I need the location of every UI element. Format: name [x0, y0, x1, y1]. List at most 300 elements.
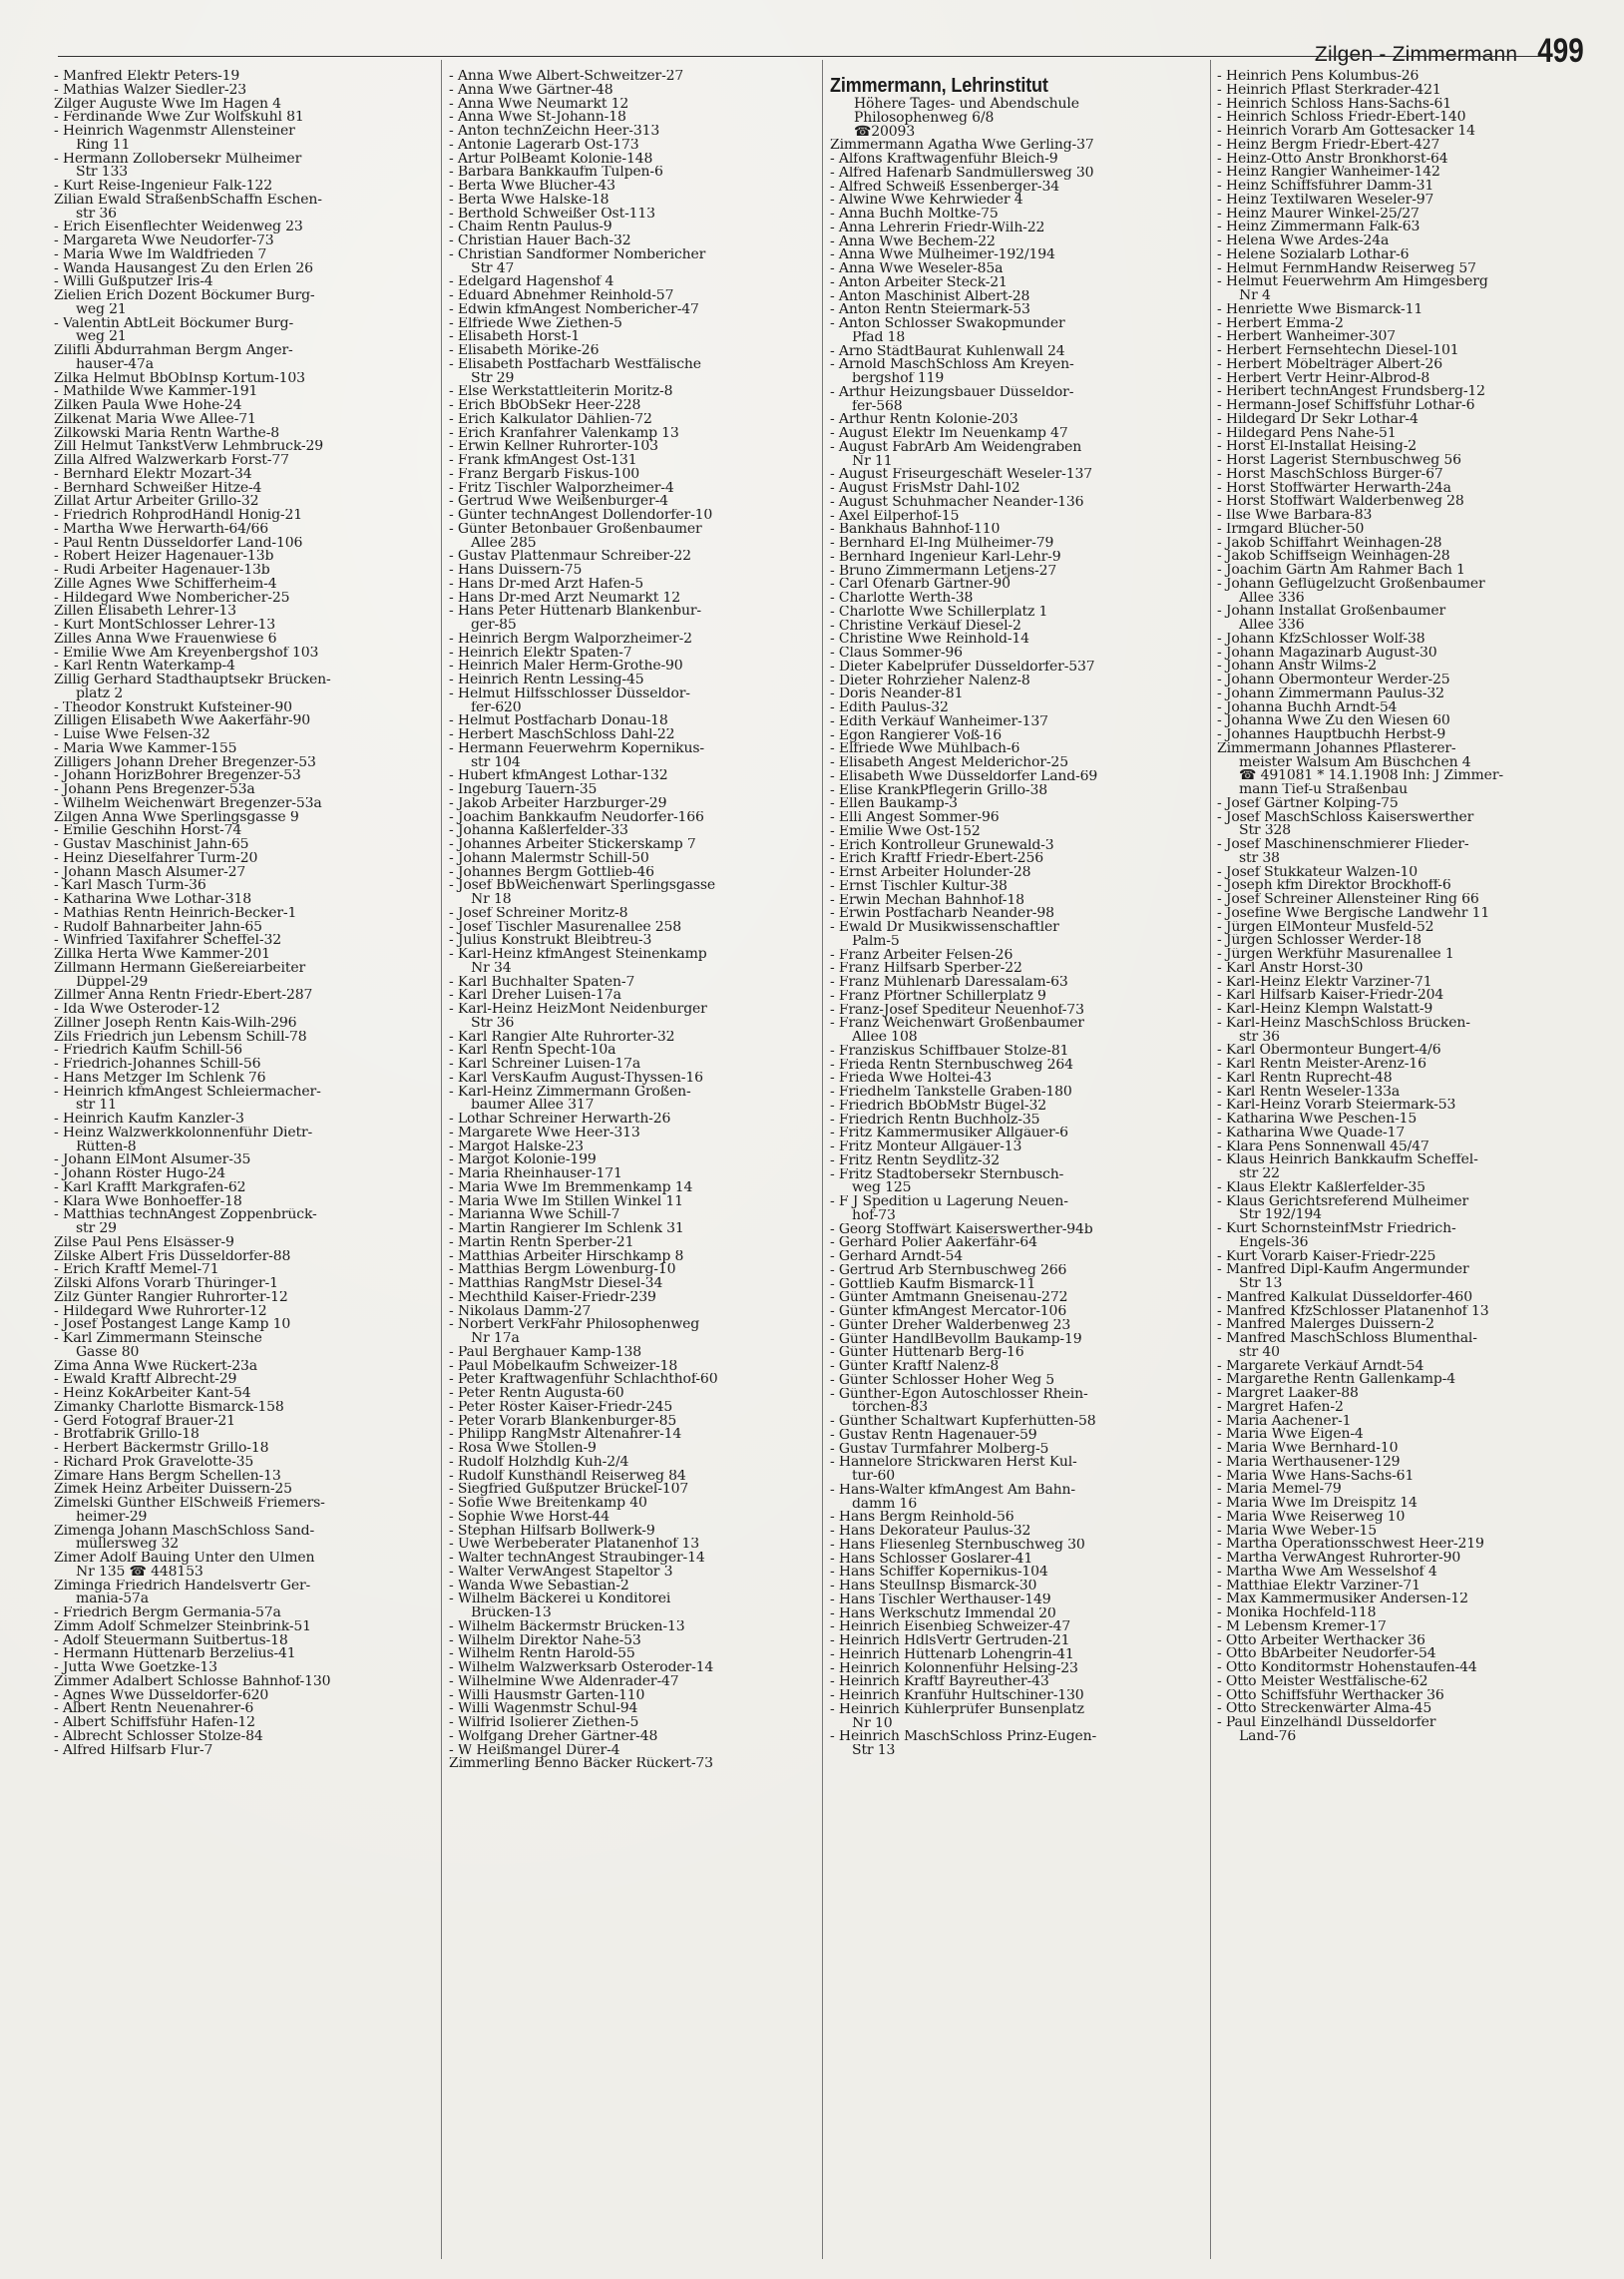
directory-entry: - Rosa Wwe Stollen-9	[449, 1442, 597, 1456]
directory-entry: - Johann HorizBohrer Bregenzer-53	[54, 769, 301, 783]
directory-entry: - Hans SteulInsp Bismarck-30	[830, 1580, 1037, 1594]
directory-entry: - Winfried Taxifahrer Scheffel-32	[54, 934, 281, 948]
directory-entry: - Johann Malermstr Schill-50	[449, 851, 649, 866]
directory-entry: - Johann Pens Bregenzer-53a	[54, 783, 255, 797]
directory-entry: - Friedrich Rentn Buchholz-35	[830, 1113, 1040, 1128]
directory-entry: - Alfons Kraftwagenführ Bleich-9	[830, 153, 1058, 167]
directory-entry: - Horst El-Installat Heising-2	[1217, 440, 1418, 454]
directory-entry: - Heinz Dieselfahrer Turm-20	[54, 851, 258, 866]
directory-entry: - Arthur Heizungsbauer Düsseldor-	[830, 385, 1074, 400]
directory-entry: Zilligers Johann Dreher Bregenzer-53	[54, 755, 316, 770]
directory-entry: - Friedhelm Tankstelle Graben-180	[830, 1086, 1072, 1100]
directory-entry-continuation: str 22	[1239, 1167, 1280, 1181]
directory-entry: - Else Werkstattleiterin Moritz-8	[449, 385, 673, 399]
directory-entry: Zilla Alfred Walzwerkarb Forst-77	[54, 454, 289, 468]
directory-entry: - August Elektr Im Neuenkamp 47	[830, 427, 1068, 441]
directory-entry: - Horst Lagerist Sternbuschweg 56	[1217, 454, 1461, 468]
directory-entry: - Frieda Rentn Sternbuschweg 264	[830, 1058, 1073, 1073]
directory-entry: - Matthias Bergm Löwenburg-10	[449, 1263, 676, 1277]
directory-entry: - Arno StädtBaurat Kuhlenwall 24	[830, 344, 1065, 359]
directory-entry: - Maria Memel-79	[1217, 1483, 1342, 1497]
directory-entry: - Manfred Kalkulat Düsseldorfer-460	[1217, 1290, 1472, 1305]
directory-entry: - Martin Rentn Sperber-21	[449, 1235, 634, 1250]
directory-entry: - Josef Stukkateur Walzen-10	[1217, 865, 1418, 880]
directory-entry: - Friedrich RohprodHändl Honig-21	[54, 509, 302, 523]
directory-entry: - Johann Röster Hugo-24	[54, 1167, 225, 1181]
directory-entry: - Philipp RangMstr Altenahrer-14	[449, 1428, 682, 1442]
directory-entry: - Josef Tischler Masurenallee 258	[449, 920, 682, 935]
directory-entry: - Hans Schiffer Kopernikus-104	[830, 1566, 1048, 1580]
directory-entry: Zillat Artur Arbeiter Grillo-32	[54, 495, 259, 509]
directory-entry: - Hans Dr-med Arzt Neumarkt 12	[449, 591, 681, 606]
directory-entry: - Kurt Vorarb Kaiser-Friedr-225	[1217, 1249, 1436, 1264]
directory-entry: Zilger Auguste Wwe Im Hagen 4	[54, 97, 281, 112]
directory-entry: - Heinrich Vorarb Am Gottesacker 14	[1217, 125, 1475, 139]
directory-entry: - Brotfabrik Grillo-18	[54, 1428, 200, 1442]
directory-entry-continuation: str 36	[1239, 1030, 1280, 1045]
directory-entry-continuation: Allee 336	[1239, 591, 1305, 606]
directory-entry: - Franziskus Schiffbauer Stolze-81	[830, 1044, 1069, 1059]
directory-entry: - Willi Wagenmstr Schul-94	[449, 1702, 638, 1716]
directory-entry: - Peter Vorarb Blankenburger-85	[449, 1414, 677, 1429]
directory-entry: - Bruno Zimmermann Letjens-27	[830, 564, 1057, 579]
directory-entry: - Bernhard Schweißer Hitze-4	[54, 481, 262, 496]
directory-entry: - Friedrich Kaufm Schill-56	[54, 1044, 242, 1058]
directory-entry-continuation: bergshof 119	[852, 372, 945, 386]
directory-entry: - Ingeburg Tauern-35	[449, 783, 598, 797]
directory-entry-continuation: Gasse 80	[76, 1345, 140, 1360]
directory-entry: - Elisabeth Postfacharb Westfälische	[449, 357, 701, 372]
directory-entry: - Heinz Walzwerkkolonnenführ Dietr-	[54, 1126, 313, 1140]
directory-entry-continuation: tur-60	[852, 1470, 895, 1484]
directory-entry: - Heinrich kfmAngest Schleiermacher-	[54, 1085, 321, 1100]
directory-entry: - Hans Duissern-75	[449, 564, 583, 578]
directory-entry: - Anna Buchh Moltke-75	[830, 208, 999, 222]
directory-entry: - Johann Obermonteur Werder-25	[1217, 674, 1450, 687]
directory-entry: - Karl Masch Turm-36	[54, 879, 206, 893]
directory-entry: - Uwe Werbeberater Platanenhof 13	[449, 1538, 699, 1552]
directory-entry: - Katharina Wwe Lothar-318	[54, 893, 252, 907]
directory-entry: - Joachim Gärtn Am Rahmer Bach 1	[1217, 564, 1465, 578]
directory-entry: - Hans Werkschutz Immendal 20	[830, 1606, 1056, 1621]
directory-entry: - Matthiae Elektr Varziner-71	[1217, 1579, 1421, 1594]
directory-entry: - Günter Dreher Walderbenweg 23	[830, 1318, 1071, 1333]
directory-entry: - Katharina Wwe Quade-17	[1217, 1126, 1406, 1140]
directory-entry-continuation: müllersweg 32	[76, 1538, 179, 1552]
directory-entry: - Karl-Heinz kfmAngest Steinenkamp	[449, 948, 707, 962]
directory-entry: - Charlotte Wwe Schillerplatz 1	[830, 605, 1048, 620]
directory-entry: - Klara Pens Sonnenwall 45/47	[1217, 1140, 1429, 1154]
directory-entry: - Peter Rentn Augusta-60	[449, 1387, 624, 1401]
directory-entry: - Manfred KfzSchlosser Platanenhof 13	[1217, 1304, 1489, 1319]
directory-entry-continuation: Str 13	[1239, 1277, 1283, 1291]
directory-entry-continuation: str 38	[1239, 851, 1280, 866]
directory-entry: - Henriette Wwe Bismarck-11	[1217, 302, 1423, 317]
directory-entry: - Heinrich Schloss Friedr-Ebert-140	[1217, 111, 1466, 125]
directory-entry-continuation: Nr 18	[471, 893, 512, 907]
directory-entry: Zillig Gerhard Stadthauptsekr Brücken-	[54, 674, 331, 687]
directory-entry: - Rudi Arbeiter Hagenauer-13b	[54, 564, 270, 578]
directory-entry: - Anna Wwe St-Johann-18	[449, 111, 626, 125]
directory-entry: - Gustav Plattenmaur Schreiber-22	[449, 550, 691, 564]
directory-entry: - Theodor Konstrukt Kufsteiner-90	[54, 700, 292, 715]
directory-entry: - Karl-Heinz MaschSchloss Brücken-	[1217, 1016, 1470, 1031]
directory-entry: - Karl Rangier Alte Ruhrorter-32	[449, 1030, 675, 1045]
directory-entry: - Christian Sandformer Nombericher	[449, 247, 706, 262]
directory-entry: - Lothar Schreiner Herwarth-26	[449, 1113, 671, 1127]
directory-entry: - Manfred Malerges Duissern-2	[1217, 1318, 1434, 1332]
directory-entry: - Johann KfzSchlosser Wolf-38	[1217, 632, 1425, 647]
directory-entry-continuation: Nr 135 ☎ 448153	[76, 1565, 203, 1580]
directory-entry: - M Lebensm Kremer-17	[1217, 1619, 1387, 1634]
directory-entry: - Anton Rentn Steiermark-53	[830, 303, 1030, 317]
directory-entry: - Franz Mühlenarb Daressalam-63	[830, 976, 1068, 990]
directory-entry: - Heinrich Kaufm Kanzler-3	[54, 1113, 244, 1127]
directory-entry: Ziminga Friedrich Handelsvertr Ger-	[54, 1579, 311, 1594]
directory-entry: - Heinz KokArbeiter Kant-54	[54, 1387, 251, 1401]
directory-entry: - Gerhard Polier Aakerfähr-64	[830, 1236, 1037, 1250]
directory-entry: - Maria Wwe Hans-Sachs-61	[1217, 1469, 1415, 1484]
directory-entry: - Bernhard Ingenieur Karl-Lehr-9	[830, 550, 1061, 565]
directory-entry: - Hans Schlosser Goslarer-41	[830, 1552, 1033, 1567]
directory-entry: - Helmut FernmHandw Reiserweg 57	[1217, 261, 1476, 276]
directory-entry: - Günther-Egon Autoschlosser Rhein-	[830, 1387, 1088, 1402]
directory-entry: - Helena Wwe Ardes-24a	[1217, 234, 1390, 248]
directory-entry: - Erich Kontrolleur Grunewald-3	[830, 838, 1054, 853]
directory-entry: - Albrecht Schlosser Stolze-84	[54, 1729, 263, 1744]
directory-entry: Zimelski Günther ElSchweiß Friemers-	[54, 1497, 325, 1511]
directory-entry: - Gustav Maschinist Jahn-65	[54, 838, 249, 852]
directory-entry: - Mathilde Wwe Kammer-191	[54, 385, 258, 399]
directory-entry: - Maria Wwe Reiserweg 10	[1217, 1510, 1406, 1525]
running-header-title: Zilgen - Zimmermann	[1314, 43, 1518, 66]
directory-entry: - Alfred Hilfsarb Flur-7	[54, 1743, 213, 1758]
directory-entry: Zimare Hans Bergm Schellen-13	[54, 1469, 281, 1484]
directory-entry-continuation: törchen-83	[852, 1401, 928, 1415]
directory-entry: - Heinrich Hüttenarb Lohengrin-41	[830, 1647, 1074, 1662]
directory-entry: - Wilhelm Bäckerei u Konditorei	[449, 1593, 671, 1606]
directory-entry: - Heinz Bergm Friedr-Ebert-427	[1217, 138, 1440, 153]
directory-entry: - Wolfgang Dreher Gärtner-48	[449, 1729, 658, 1744]
directory-entry: - Anton Arbeiter Steck-21	[830, 275, 1008, 290]
directory-entry: - Wilhelm Rentn Harold-55	[449, 1647, 635, 1661]
directory-entry: Zille Agnes Wwe Schifferheim-4	[54, 577, 277, 592]
directory-entry: - Edith Verkäuf Wanheimer-137	[830, 714, 1048, 729]
directory-entry: - Willi Gußputzer Iris-4	[54, 275, 213, 289]
directory-entry: Zill Helmut TankstVerw Lehmbruck-29	[54, 440, 324, 454]
directory-entry: - Maria Wwe Im Dreispitz 14	[1217, 1497, 1418, 1511]
directory-entry-continuation: Land-76	[1239, 1729, 1297, 1744]
directory-entry: - Mechthild Kaiser-Friedr-239	[449, 1290, 656, 1305]
directory-entry: Zilles Anna Wwe Frauenwiese 6	[54, 632, 277, 647]
directory-entry: Zimanky Charlotte Bismarck-158	[54, 1400, 284, 1415]
directory-entry: - Doris Neander-81	[830, 687, 964, 701]
directory-entry-continuation: Str 47	[471, 261, 515, 276]
directory-entry: - Christine Verkäuf Diesel-2	[830, 619, 1021, 634]
directory-entry: - Karl-Heinz Klempn Walstatt-9	[1217, 1003, 1433, 1017]
directory-entry-continuation: fer-568	[852, 399, 903, 414]
directory-entry: - Chaim Rentn Paulus-9	[449, 221, 612, 234]
directory-entry-continuation: weg 21	[76, 302, 127, 317]
directory-entry: - Johann Magazinarb August-30	[1217, 646, 1437, 661]
directory-entry: Zimek Heinz Arbeiter Duissern-25	[54, 1483, 292, 1497]
directory-entry: - Karl Zimmermann Steinsche	[54, 1332, 262, 1346]
directory-entry: - Otto Konditormstr Hohenstaufen-44	[1217, 1661, 1477, 1675]
directory-entry: - Peter Kraftwagenführ Schlachthof-60	[449, 1373, 718, 1387]
directory-entry: - Maria Wwe Eigen-4	[1217, 1428, 1364, 1442]
column-divider	[822, 60, 823, 2259]
directory-entry: - Albert Schiffsführ Hafen-12	[54, 1716, 255, 1730]
directory-entry: - Elfriede Wwe Mühlbach-6	[830, 742, 1020, 756]
directory-entry-continuation: Nr 11	[852, 454, 893, 469]
directory-entry: - Friedrich Bergm Germania-57a	[54, 1606, 281, 1620]
directory-entry: - Gerhard Arndt-54	[830, 1250, 964, 1264]
directory-entry: - Heinrich Schloss Hans-Sachs-61	[1217, 97, 1452, 112]
directory-entry: - Josef Schreiner Allensteiner Ring 66	[1217, 893, 1479, 907]
directory-entry: - Wilhelmine Wwe Aldenrader-47	[449, 1674, 679, 1689]
directory-entry: - Horst Stoffwärt Walderbenweg 28	[1217, 495, 1464, 509]
directory-entry: - Egon Rangierer Voß-16	[830, 728, 1003, 743]
directory-entry: - Heinrich Kühlerprüfer Bunsenplatz	[830, 1702, 1084, 1717]
directory-entry: - Karl Buchhalter Spaten-7	[449, 975, 635, 990]
directory-entry: - Erich Kranfahrer Valenkamp 13	[449, 426, 679, 441]
directory-entry: - Karl Schreiner Luisen-17a	[449, 1058, 641, 1072]
directory-entry: Zilifli Abdurrahman Bergm Anger-	[54, 344, 293, 358]
directory-entry: - Antonie Lagerarb Ost-173	[449, 138, 639, 153]
directory-entry: - Margret Hafen-2	[1217, 1400, 1344, 1415]
directory-entry: - Bernhard Elektr Mozart-34	[54, 467, 252, 482]
directory-entry: - Josef Schreiner Moritz-8	[449, 906, 628, 921]
directory-entry: - Friedrich-Johannes Schill-56	[54, 1058, 261, 1072]
directory-entry: - Johannes Hauptbuchh Herbst-9	[1217, 728, 1446, 742]
directory-entry: - Claus Sommer-96	[830, 647, 963, 661]
column-divider	[1210, 60, 1211, 2259]
directory-entry: - Erwin Kellner Ruhrorter-103	[449, 440, 658, 454]
directory-entry: - Adolf Steuermann Suitbertus-18	[54, 1633, 288, 1648]
directory-entry-continuation: mann Tief-u Straßenbau	[1239, 783, 1409, 797]
directory-entry: Zils Friedrich jun Lebensm Schill-78	[54, 1030, 307, 1045]
directory-entry-continuation: baumer Allee 317	[471, 1099, 595, 1113]
directory-entry: - Elli Angest Sommer-96	[830, 811, 1000, 825]
directory-entry: - Christian Hauer Bach-32	[449, 234, 631, 248]
directory-entry: - Wilhelm Walzwerksarb Osteroder-14	[449, 1661, 714, 1675]
directory-entry: - Richard Prok Gravelotte-35	[54, 1455, 254, 1470]
directory-entry: - Johann Installat Großenbaumer	[1217, 605, 1446, 619]
directory-entry: - Günter Amtmann Gneisenau-272	[830, 1291, 1068, 1305]
directory-entry: - Edelgard Hagenshof 4	[449, 275, 614, 289]
directory-entry: Zilken Paula Wwe Hohe-24	[54, 399, 242, 413]
directory-entry-continuation: Engels-36	[1239, 1235, 1309, 1250]
directory-entry: - Alfred Hafenarb Sandmüllersweg 30	[830, 166, 1094, 181]
directory-entry: Zimmer Adalbert Schlosse Bahnhof-130	[54, 1674, 331, 1689]
directory-entry: - Paul Rentn Düsseldorfer Land-106	[54, 536, 303, 551]
directory-entry: - Franz-Josef Spediteur Neuenhof-73	[830, 1003, 1084, 1018]
directory-entry: - Peter Röster Kaiser-Friedr-245	[449, 1400, 673, 1415]
directory-entry: - Günter technAngest Dollendorfer-10	[449, 509, 713, 523]
directory-entry: - Fritz Monteur Allgäuer-13	[830, 1140, 1022, 1154]
directory-entry: - Gertrud Wwe Weißenburger-4	[449, 495, 668, 509]
directory-entry: - Franz Pförtner Schillerplatz 9	[830, 989, 1046, 1004]
directory-entry: - Hans Fliesenleg Sternbuschweg 30	[830, 1538, 1085, 1553]
directory-entry: - Josef Gärtner Kolping-75	[1217, 796, 1399, 811]
directory-entry: - Herbert Bäckermstr Grillo-18	[54, 1442, 269, 1456]
banner-line: Höhere Tages- und Abendschule	[854, 96, 1079, 112]
directory-entry: - Heribert technAngest Frundsberg-12	[1217, 385, 1485, 399]
directory-entry: - Barbara Bankkaufm Tulpen-6	[449, 166, 663, 180]
directory-entry: - Kurt MontSchlosser Lehrer-13	[54, 619, 275, 633]
directory-entry: - Paul Möbelkaufm Schweizer-18	[449, 1359, 678, 1374]
directory-entry: - Klaus Heinrich Bankkaufm Scheffel-	[1217, 1153, 1478, 1167]
directory-entry: - Maria Wwe Im Waldfrieden 7	[54, 247, 267, 262]
directory-entry: - Maria Aachener-1	[1217, 1414, 1352, 1429]
directory-entry: - Hermann-Josef Schiffsführ Lothar-6	[1217, 399, 1475, 413]
directory-entry: - Herbert Wanheimer-307	[1217, 330, 1396, 344]
directory-entry-continuation: Palm-5	[852, 934, 900, 949]
directory-entry: - Johann Anstr Wilms-2	[1217, 660, 1378, 674]
directory-entry-continuation: Nr 34	[471, 961, 512, 976]
directory-entry: - Anton Maschinist Albert-28	[830, 289, 1030, 304]
directory-entry: - Heinz Schiffsführer Damm-31	[1217, 180, 1434, 194]
directory-entry: Zillmann Hermann Gießereiarbeiter	[54, 961, 306, 976]
directory-entry: - Rudolf Bahnarbeiter Jahn-65	[54, 920, 262, 935]
directory-entry: - Heinrich Maler Herm-Grothe-90	[449, 660, 683, 674]
directory-entry: - Charlotte Werth-38	[830, 592, 974, 606]
directory-entry: - Sophie Wwe Horst-44	[449, 1510, 610, 1525]
directory-entry: Zimmerling Benno Bäcker Rückert-73	[449, 1757, 713, 1771]
directory-entry: Zilka Helmut BbObInsp Kortum-103	[54, 371, 305, 386]
directory-entry-continuation: Brücken-13	[471, 1606, 552, 1620]
directory-entry-continuation: Str 192/194	[1239, 1208, 1322, 1222]
directory-entry: - Max Kammermusiker Andersen-12	[1217, 1593, 1468, 1606]
directory-entry: - Artur PolBeamt Kolonie-148	[449, 152, 653, 167]
directory-entry: - Otto Arbeiter Werthacker 36	[1217, 1633, 1425, 1648]
directory-entry: - Hans Peter Hüttenarb Blankenbur-	[449, 605, 701, 619]
directory-entry: - Willi Hausmstr Garten-110	[449, 1688, 645, 1703]
directory-entry: - Manfred Elektr Peters-19	[54, 70, 240, 84]
directory-entry: - Hermann Hüttenarb Berzelius-41	[54, 1647, 296, 1661]
directory-entry: - Karl Rentn Weseler-133a	[1217, 1085, 1401, 1100]
directory-entry-continuation: ger-85	[471, 619, 517, 633]
directory-entry: - Stephan Hilfsarb Bollwerk-9	[449, 1524, 655, 1539]
directory-entry: - Ernst Arbeiter Holunder-28	[830, 866, 1031, 880]
directory-entry: - Herbert Fernsehtechn Diesel-101	[1217, 344, 1459, 358]
directory-entry-continuation: damm 16	[852, 1497, 918, 1512]
directory-entry: - Karl-Heinz Elektr Varziner-71	[1217, 975, 1432, 990]
page-header	[1315, 28, 1584, 68]
directory-entry-continuation: Nr 4	[1239, 289, 1271, 303]
directory-entry: - Heinrich Wagenmstr Allensteiner	[54, 125, 295, 139]
directory-entry: - Ewald Kraftf Albrecht-29	[54, 1373, 237, 1387]
directory-entry: - Franz Bergarb Fiskus-100	[449, 467, 640, 482]
directory-entry: - Axel Eilperhof-15	[830, 509, 960, 524]
directory-entry: - Karl VersKaufm August-Thyssen-16	[449, 1071, 703, 1086]
directory-entry: - Maria Wwe Im Bremmenkamp 14	[449, 1180, 693, 1195]
directory-entry: - Fritz Tischler Walporzheimer-4	[449, 481, 674, 496]
directory-entry: - Josef MaschSchloss Kaiserswerther	[1217, 810, 1474, 825]
directory-entry: - Ilse Wwe Barbara-83	[1217, 509, 1373, 523]
directory-entry: - Heinrich Eisenbieg Schweizer-47	[830, 1620, 1071, 1634]
directory-entry: Zima Anna Wwe Rückert-23a	[54, 1359, 257, 1374]
directory-entry: - Heinrich Kraftf Bayreuther-43	[830, 1675, 1049, 1689]
directory-entry: - Emilie Geschihn Horst-74	[54, 824, 242, 838]
directory-entry: - Monika Hochfeld-118	[1217, 1606, 1377, 1620]
directory-entry: - Paul Einzelhändl Düsseldorfer	[1217, 1716, 1436, 1730]
directory-entry: - Ida Wwe Osteroder-12	[54, 1003, 220, 1017]
directory-entry: - Margarete Wwe Heer-313	[449, 1126, 640, 1140]
directory-entry: - Walter technAngest Straubinger-14	[449, 1552, 705, 1566]
directory-entry: - Martha VerwAngest Ruhrorter-90	[1217, 1552, 1461, 1566]
directory-entry: - Margot Kolonie-199	[449, 1153, 597, 1167]
directory-entry-continuation: Nr 10	[852, 1716, 893, 1731]
directory-entry: - Heinrich Rentn Lessing-45	[449, 674, 644, 687]
directory-entry: - Heinrich Pens Kolumbus-26	[1217, 70, 1420, 84]
directory-entry: - Jakob Schiffahrt Weinhagen-28	[1217, 536, 1442, 551]
directory-entry-continuation: weg 125	[852, 1181, 912, 1195]
directory-entry: - Anna Wwe Gärtner-48	[449, 83, 613, 98]
directory-entry: - Heinrich Bergm Walporzheimer-2	[449, 632, 692, 647]
directory-entry-continuation: Nr 17a	[471, 1332, 520, 1346]
directory-entry-continuation: heimer-29	[76, 1510, 148, 1525]
directory-entry: - Günter Schlosser Hoher Weg 5	[830, 1373, 1055, 1388]
directory-entry: - Jürgen Werkführ Masurenallee 1	[1217, 948, 1454, 962]
directory-entry: Zilse Paul Pens Elsässer-9	[54, 1235, 234, 1250]
directory-entry: - Ellen Baukamp-3	[830, 797, 958, 811]
directory-entry: - Erich Kalkulator Dählien-72	[449, 412, 652, 427]
directory-entry: - Elisabeth Angest Melderichor-25	[830, 756, 1068, 770]
directory-entry: - Erich BbObSekr Heer-228	[449, 399, 641, 413]
directory-entry: - Bernhard El-Ing Mülheimer-79	[830, 537, 1054, 551]
directory-entry: - Agnes Wwe Düsseldorfer-620	[54, 1688, 269, 1703]
directory-entry: - Klaus Gerichtsreferend Mülheimer	[1217, 1194, 1469, 1209]
directory-entry: - Margot Halske-23	[449, 1140, 584, 1154]
directory-entry: - Maria Wwe Weber-15	[1217, 1524, 1377, 1539]
directory-entry-continuation: Str 328	[1239, 824, 1292, 838]
directory-entry: - Wilhelm Direktor Nahe-53	[449, 1633, 641, 1648]
directory-entry: - Anna Wwe Albert-Schweitzer-27	[449, 70, 684, 84]
directory-entry: - Karl Rentn Ruprecht-48	[1217, 1071, 1393, 1086]
directory-entry: - Margarethe Rentn Gallenkamp-4	[1217, 1373, 1455, 1387]
directory-entry: - Frank kfmAngest Ost-131	[449, 454, 637, 468]
directory-entry: - Elise KrankPflegerin Grillo-38	[830, 783, 1048, 798]
directory-entry: - Heinrich HdlsVertr Gertruden-21	[830, 1634, 1070, 1648]
directory-entry: - Heinz Textilwaren Weseler-97	[1217, 193, 1434, 208]
directory-entry-continuation: meister Walsum Am Büschchen 4	[1239, 755, 1471, 770]
directory-entry: - Carl Ofenarb Gärtner-90	[830, 578, 1011, 592]
directory-entry: - Friedrich BbObMstr Bügel-32	[830, 1099, 1046, 1114]
directory-entry: - Anton Schlosser Swakopmunder	[830, 317, 1065, 331]
directory-entry: - Johann Zimmermann Paulus-32	[1217, 686, 1444, 701]
directory-entry: - Jürgen ElMonteur Musfeld-52	[1217, 920, 1434, 935]
column-divider	[441, 60, 442, 2259]
directory-entry: - Eduard Abnehmer Reinhold-57	[449, 289, 674, 303]
directory-entry: - Karl Dreher Luisen-17a	[449, 989, 621, 1003]
directory-entry: - Heinrich Elektr Spaten-7	[449, 646, 632, 661]
directory-entry: - Gustav Rentn Hagenauer-59	[830, 1428, 1037, 1443]
directory-entry: - Wilhelm Weichenwärt Bregenzer-53a	[54, 796, 322, 811]
directory-entry: - Emilie Wwe Ost-152	[830, 824, 981, 839]
directory-entry: - Anna Wwe Mülheimer-192/194	[830, 248, 1055, 262]
directory-entry: - Franz Arbeiter Felsen-26	[830, 948, 1014, 963]
directory-entry: - Josef Maschinenschmierer Flieder-	[1217, 838, 1469, 852]
directory-entry-continuation: Allee 108	[852, 1031, 918, 1045]
directory-entry: - August Friseurgeschäft Weseler-137	[830, 468, 1093, 482]
directory-entry: - Heinrich Kolonnenführ Helsing-23	[830, 1661, 1078, 1676]
directory-entry: - Siegfried Gußputzer Brückel-107	[449, 1483, 689, 1497]
directory-entry: Zimmermann Agatha Wwe Gerling-37	[830, 139, 1094, 153]
directory-entry: - Karl-Heinz Zimmermann Großen-	[449, 1085, 691, 1100]
directory-entry: - Nikolaus Damm-27	[449, 1304, 592, 1319]
directory-entry: - Otto Meister Westfälische-62	[1217, 1674, 1428, 1689]
